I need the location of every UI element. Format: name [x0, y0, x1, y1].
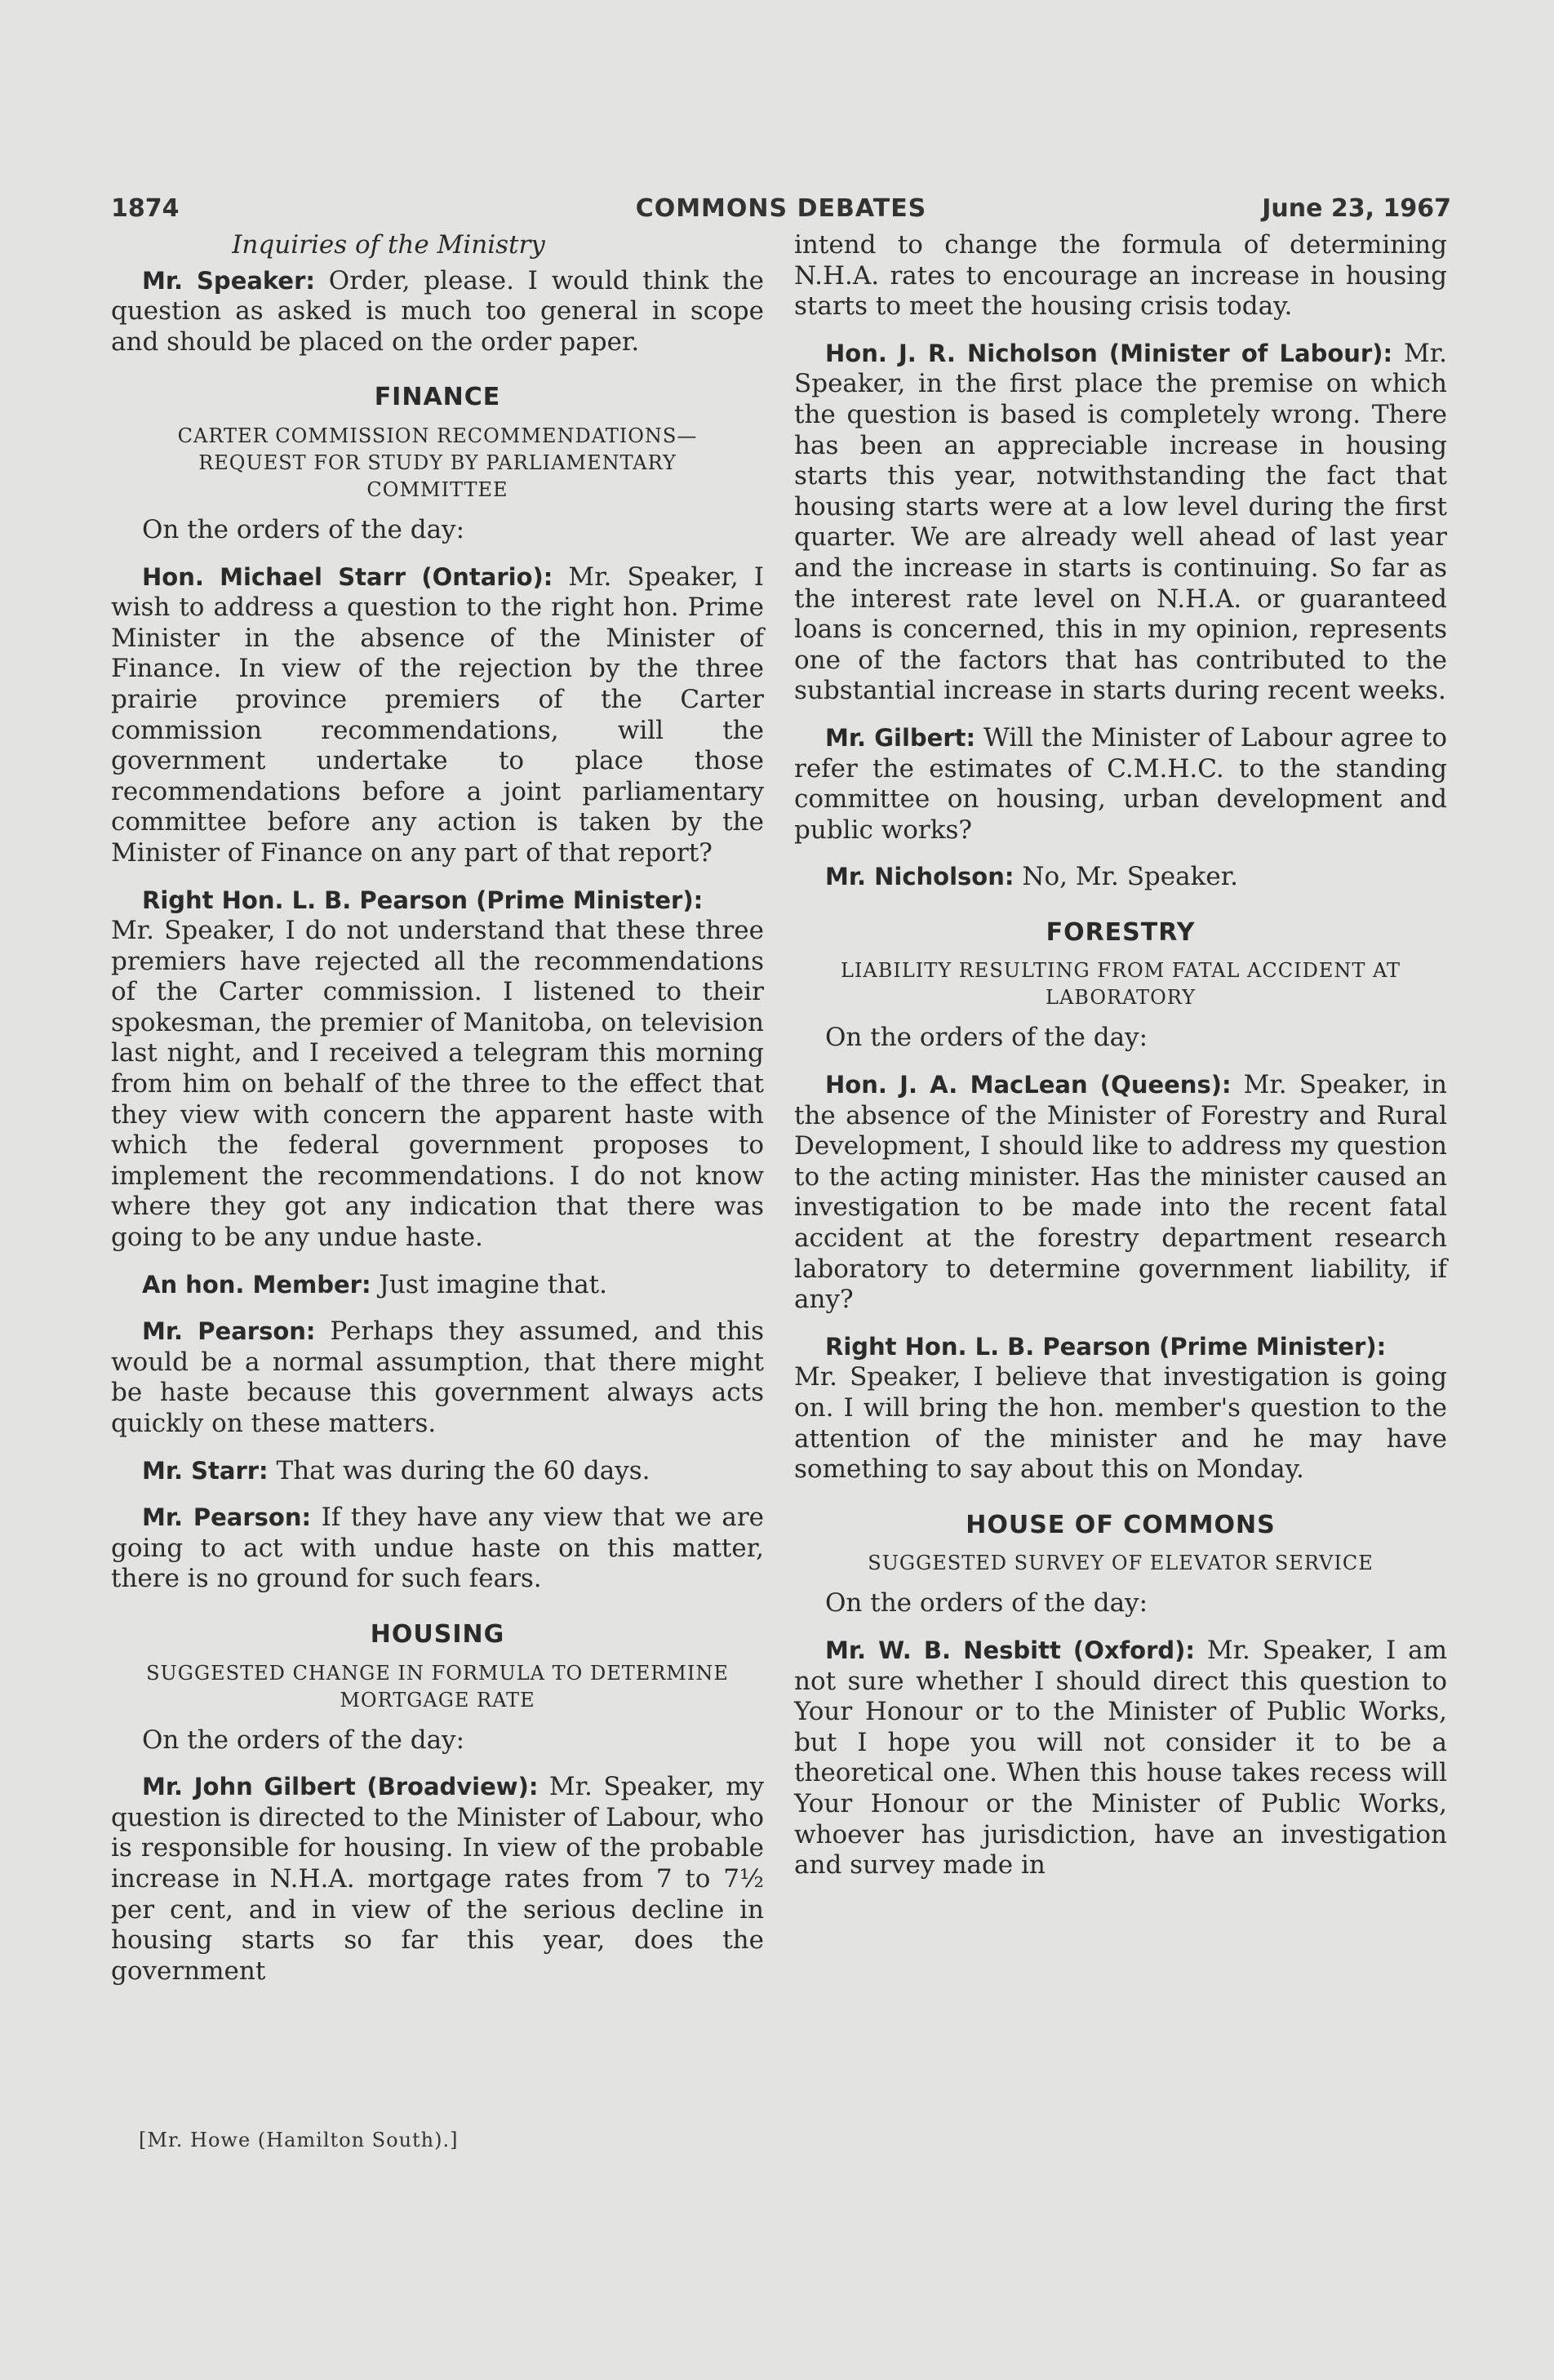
paragraph — [111, 1270, 764, 1301]
speech-text: If they have any view that we are going to act with undue haste on this matter, there is no ground for such fears. — [111, 1503, 765, 1594]
publication-title: COMMONS DEBATES — [635, 194, 927, 223]
speaker-name: An hon. Member: — [142, 1270, 371, 1299]
section-heading-house-of-commons: HOUSE OF COMMONS — [966, 1510, 1276, 1539]
right-column — [794, 230, 1447, 1898]
speaker-name: Mr. Starr: — [142, 1456, 269, 1485]
section-subheading: LIABILITY RESULTING FROM FATAL ACCIDENT AT LABORATORY — [840, 959, 1401, 1010]
paragraph — [111, 266, 764, 358]
speech-text: Mr. Speaker, I wish to address a question to the right hon. Prime Minister in the absence of the Minister of Finance. In view of the rejection by the three prairie province premiers of the Carter commission recommendations, will the government undertake to place those recommendations before a joint parliamentary committee before any action is taken by the Minister of Finance on any part of that report? — [111, 562, 764, 868]
speech-text: Order, please. I would think the question as asked is much too general in scope and should be placed on the order paper. — [111, 265, 764, 357]
speech-text: Just imagine that. — [371, 1269, 607, 1299]
speaker-name: Mr. John Gilbert (Broadview): — [142, 1773, 539, 1801]
section-heading-housing: HOUSING — [370, 1619, 505, 1649]
speech-text: Mr. Speaker, I do not understand that these three premiers have rejected all the recommendations of the Carter commission. I listened to their spokesman, the premier of Manitoba, on television last night, and I received a telegram this morning from him on behalf of the three to the effect that they view with concern the apparent haste with which the federal government proposes to implement the recommendations. I do not know where they got any indication that there was going to be any undue haste. — [111, 916, 764, 1253]
speech-text: Perhaps they assumed, and this would be a normal assumption, that there might be haste because this government always acts quickly on these matters. — [111, 1317, 765, 1438]
paragraph — [111, 1772, 764, 1987]
paragraph — [111, 1317, 764, 1439]
speaker-name: Mr. Gilbert: — [825, 723, 976, 752]
paragraph — [111, 1503, 764, 1595]
speaker-name: Mr. W. B. Nesbitt (Oxford): — [825, 1636, 1196, 1664]
paragraph — [794, 723, 1447, 846]
paragraph — [794, 1636, 1447, 1881]
speaker-name: Mr. Speaker: — [142, 266, 316, 295]
speech-text: Mr. Speaker, in the absence of the Minister of Forestry and Rural Development, I should like to address my question to the acting minister. Has the minister caused an investigation to be made into the recent fatal accident at the forestry department research laboratory to determine government liability, if any? — [794, 1070, 1447, 1315]
section-subheading: SUGGESTED CHANGE IN FORMULA TO DETERMINE MORTGAGE RATE — [146, 1661, 729, 1712]
paragraph — [111, 562, 764, 869]
speaker-name: Right Hon. L. B. Pearson (Prime Minister): — [142, 886, 704, 914]
speaker-name: Right Hon. L. B. Pearson (Prime Minister): — [825, 1332, 1387, 1361]
speech-text: Mr. Speaker, I am not sure whether I should direct this question to Your Honour or to the Minister of Public Works, but I hope you will not consider it to be a theoretical one. When this house takes recess will Your Honour or the Minister of Public Works, whoever has jurisdiction, have an investigation and survey made in — [794, 1635, 1447, 1880]
orders-of-the-day: On the orders of the day: — [825, 1023, 1148, 1053]
footnote: [Mr. Howe (Hamilton South).] — [139, 2129, 459, 2151]
paragraph-continued: intend to change the formula of determining N.H.A. rates to encourage an increase in housing starts to meet the housing crisis today. — [794, 230, 1447, 322]
issue-date: June 23, 1967 — [1262, 194, 1451, 223]
paragraph — [111, 1456, 764, 1487]
speech-text: Mr. Speaker, my question is directed to the Minister of Labour, who is responsible for housing. In view of the probable increase in N.H.A. mortgage rates from 7 to 7½ per cent, and in view of the serious decline in housing starts so far this year, does the government — [111, 1772, 764, 1986]
section-subheading: CARTER COMMISSION RECOMMENDATIONS— REQUEST FOR STUDY BY PARLIAMENTARY COMMITTEE — [177, 424, 698, 501]
paragraph — [794, 1070, 1447, 1316]
speaker-name: Hon. J. R. Nicholson (Minister of Labour): — [825, 339, 1393, 367]
running-header — [111, 194, 1451, 227]
paragraph — [794, 339, 1447, 707]
speaker-name: Mr. Nicholson: — [825, 863, 1015, 891]
speech-text: Mr. Speaker, I believe that investigation is going on. I will bring the hon. member's question to the attention of the minister and he may have something to say about this on Monday. — [794, 1362, 1447, 1485]
paragraph — [111, 886, 764, 1254]
speaker-name: Mr. Pearson: — [142, 1317, 316, 1346]
orders-of-the-day: On the orders of the day: — [825, 1588, 1148, 1618]
section-heading-finance: FINANCE — [374, 383, 501, 412]
speaker-name: Hon. J. A. MacLean (Queens): — [825, 1071, 1232, 1099]
speaker-name: Hon. Michael Starr (Ontario): — [142, 562, 553, 591]
page-number: 1874 — [111, 194, 180, 223]
paragraph — [794, 1332, 1447, 1485]
orders-of-the-day: On the orders of the day: — [142, 514, 465, 544]
speech-text: Will the Minister of Labour agree to refer the estimates of C.M.H.C. to the standing committee on housing, urban development and public works? — [794, 722, 1447, 845]
left-column — [111, 230, 764, 2003]
speech-text: That was during the 60 days. — [268, 1455, 650, 1485]
orders-of-the-day: On the orders of the day: — [142, 1725, 465, 1755]
section-subheading: SUGGESTED SURVEY OF ELEVATOR SERVICE — [868, 1552, 1374, 1575]
speech-text: Mr. Speaker, in the first place the premise on which the question is based is completely wrong. There has been an appreciable increase in housing starts this year, notwithstanding the fact that housing starts were at a low level during the first quarter. We are already well ahead of last year and the increase in starts is continuing. So far as the interest rate level on N.H.A. or guaranteed loans is concerned, this in my opinion, represents one of the factors that has contributed to the substantial increase in starts during recent weeks. — [794, 338, 1447, 706]
section-heading-forestry: FORESTRY — [1046, 917, 1196, 947]
speaker-name: Mr. Pearson: — [142, 1503, 312, 1532]
speech-text: No, Mr. Speaker. — [1014, 862, 1239, 892]
section-running-subhead: Inquiries of the Ministry — [232, 230, 545, 260]
paragraph — [794, 862, 1447, 893]
